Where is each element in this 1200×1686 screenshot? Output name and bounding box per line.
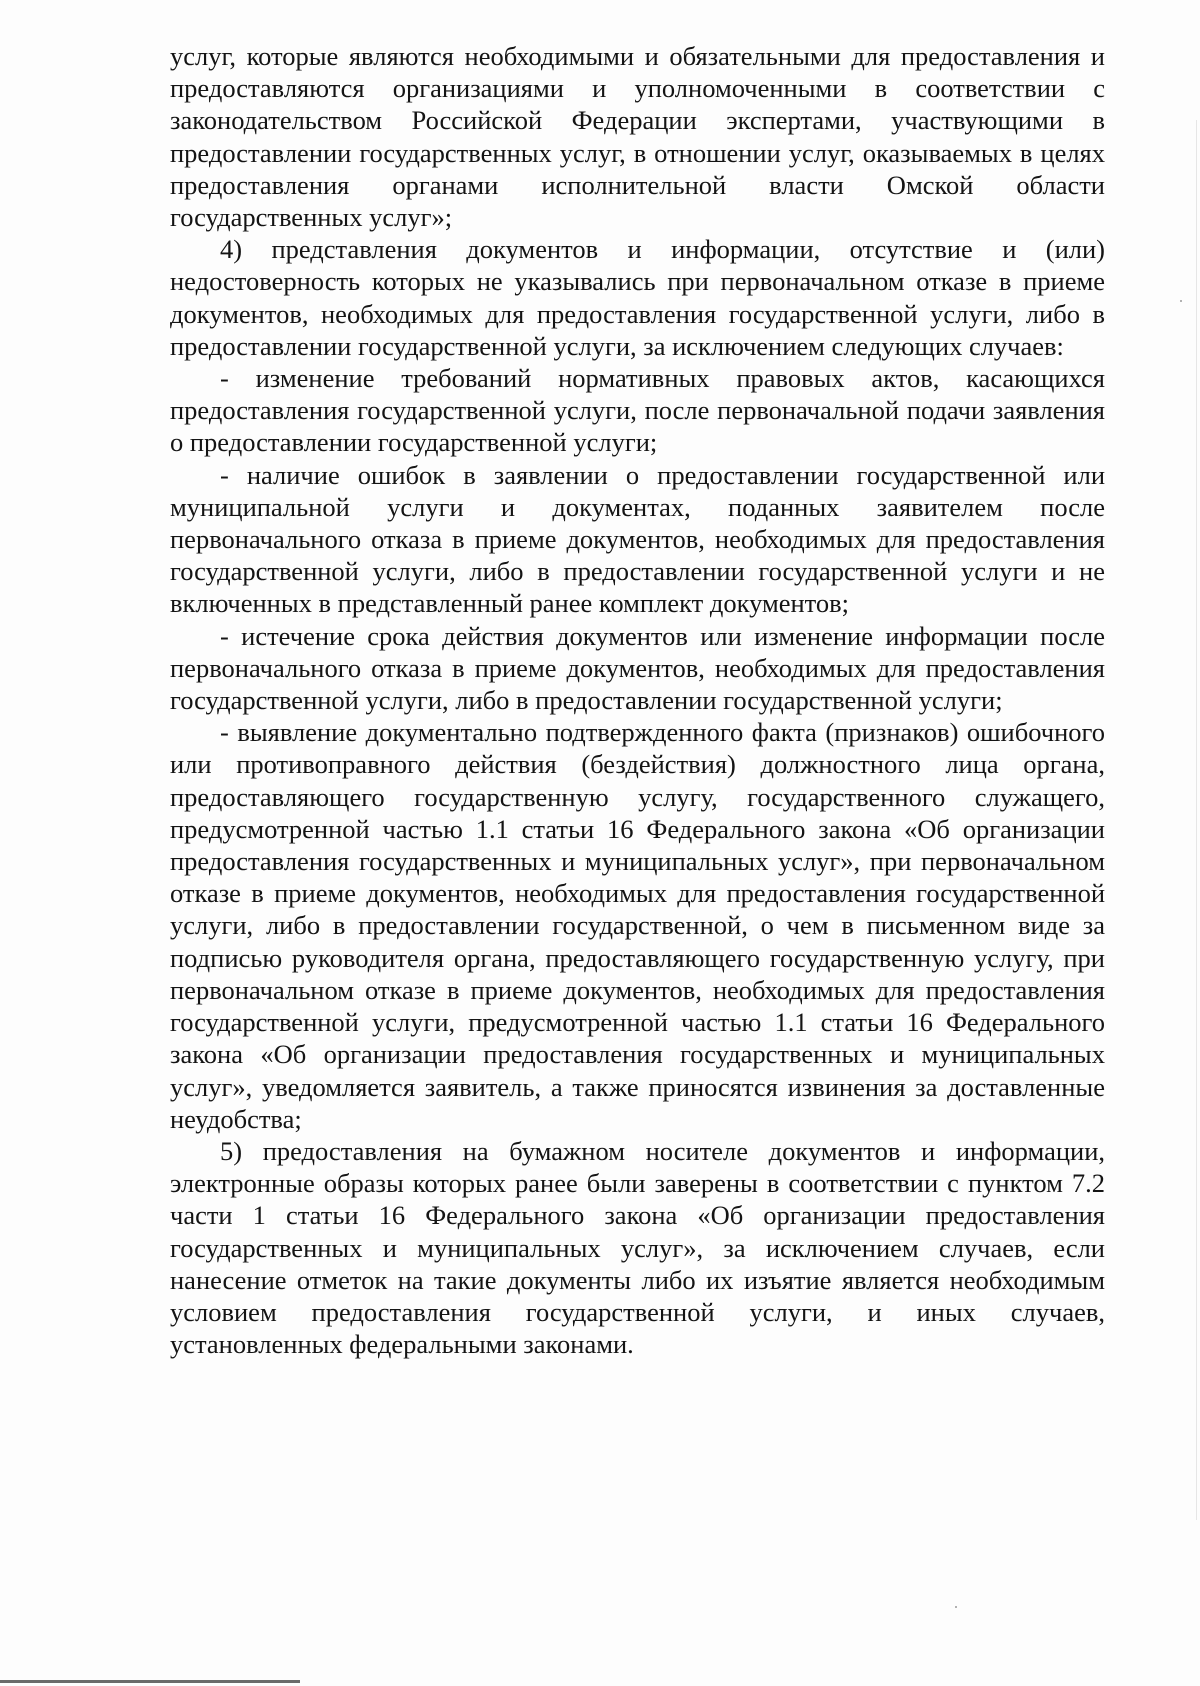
paragraph-exception-expiry: - истечение срока действия документов или изменение информации после первоначального отказа в приеме документов, необходимых для предоставления государственной услуги, либо в предоставлении государственной услуги; (170, 620, 1105, 716)
paragraph-continuation: услуг, которые являются необходимыми и обязательными для предоставления и предоставляются организациями и уполномоченными в соответствии с законодательством Российской Федерации экспертами, участвующими в предоставлении государственных услуг, в отношении услуг, оказываемых в целях предоставления органами исполнительной власти Омской области государственных услуг»; (170, 41, 1105, 233)
paragraph-exception-errors: - наличие ошибок в заявлении о предоставлении государственной или муниципальной услуги и документах, поданных заявителем после первоначального отказа в приеме документов, необходимых для предоставления государственной услуги, либо в предоставлении государственной услуги и не включенных в представленный ранее комплект документов; (170, 459, 1105, 619)
scan-edge-right (1196, 120, 1197, 1520)
scan-speck (1180, 300, 1182, 302)
scan-edge-bottom (0, 1680, 300, 1683)
scan-speck (955, 1606, 957, 1608)
paragraph-exception-requirements-change: - изменение требований нормативных правовых актов, касающихся предоставления государственной услуги, после первоначальной подачи заявления о предоставлении государственной услуги; (170, 363, 1105, 458)
document-body (170, 40, 1105, 1360)
paragraph-item-5: 5) предоставления на бумажном носителе документов и информации, электронные образы которых ранее были заверены в соответствии с пунктом 7.2 части 1 статьи 16 Федерального закона «Об организации предоставления государственных и муниципальных услуг», за исключением случаев, если нанесение отметок на такие документы либо их изъятие является необходимым условием предоставления государственной услуги, и иных случаев, установленных федеральными законами. (170, 1135, 1105, 1360)
paragraph-exception-misconduct: - выявление документально подтвержденного факта (признаков) ошибочного или противоправного действия (бездействия) должностного лица органа, предоставляющего государственную услугу, государственного служащего, предусмотренной частью 1.1 статьи 16 Федерального закона «Об организации предоставления государственных и муниципальных услуг», при первоначальном отказе в приеме документов, необходимых для предоставления государственной услуги, либо в предоставлении государственной, о чем в письменном виде за подписью руководителя органа, предоставляющего государственную услугу, при первоначальном отказе в приеме документов, необходимых для предоставления государственной услуги, предусмотренной частью 1.1 статьи 16 Федерального закона «Об организации предоставления государственных и муниципальных услуг», уведомляется заявитель, а также приносятся извинения за доставленные неудобства; (170, 717, 1105, 1134)
paragraph-item-4: 4) представления документов и информации, отсутствие и (или) недостоверность которых не указывались при первоначальном отказе в приеме документов, необходимых для предоставления государственной услуги, либо в предоставлении государственной услуги, за исключением следующих случаев: (170, 234, 1105, 361)
